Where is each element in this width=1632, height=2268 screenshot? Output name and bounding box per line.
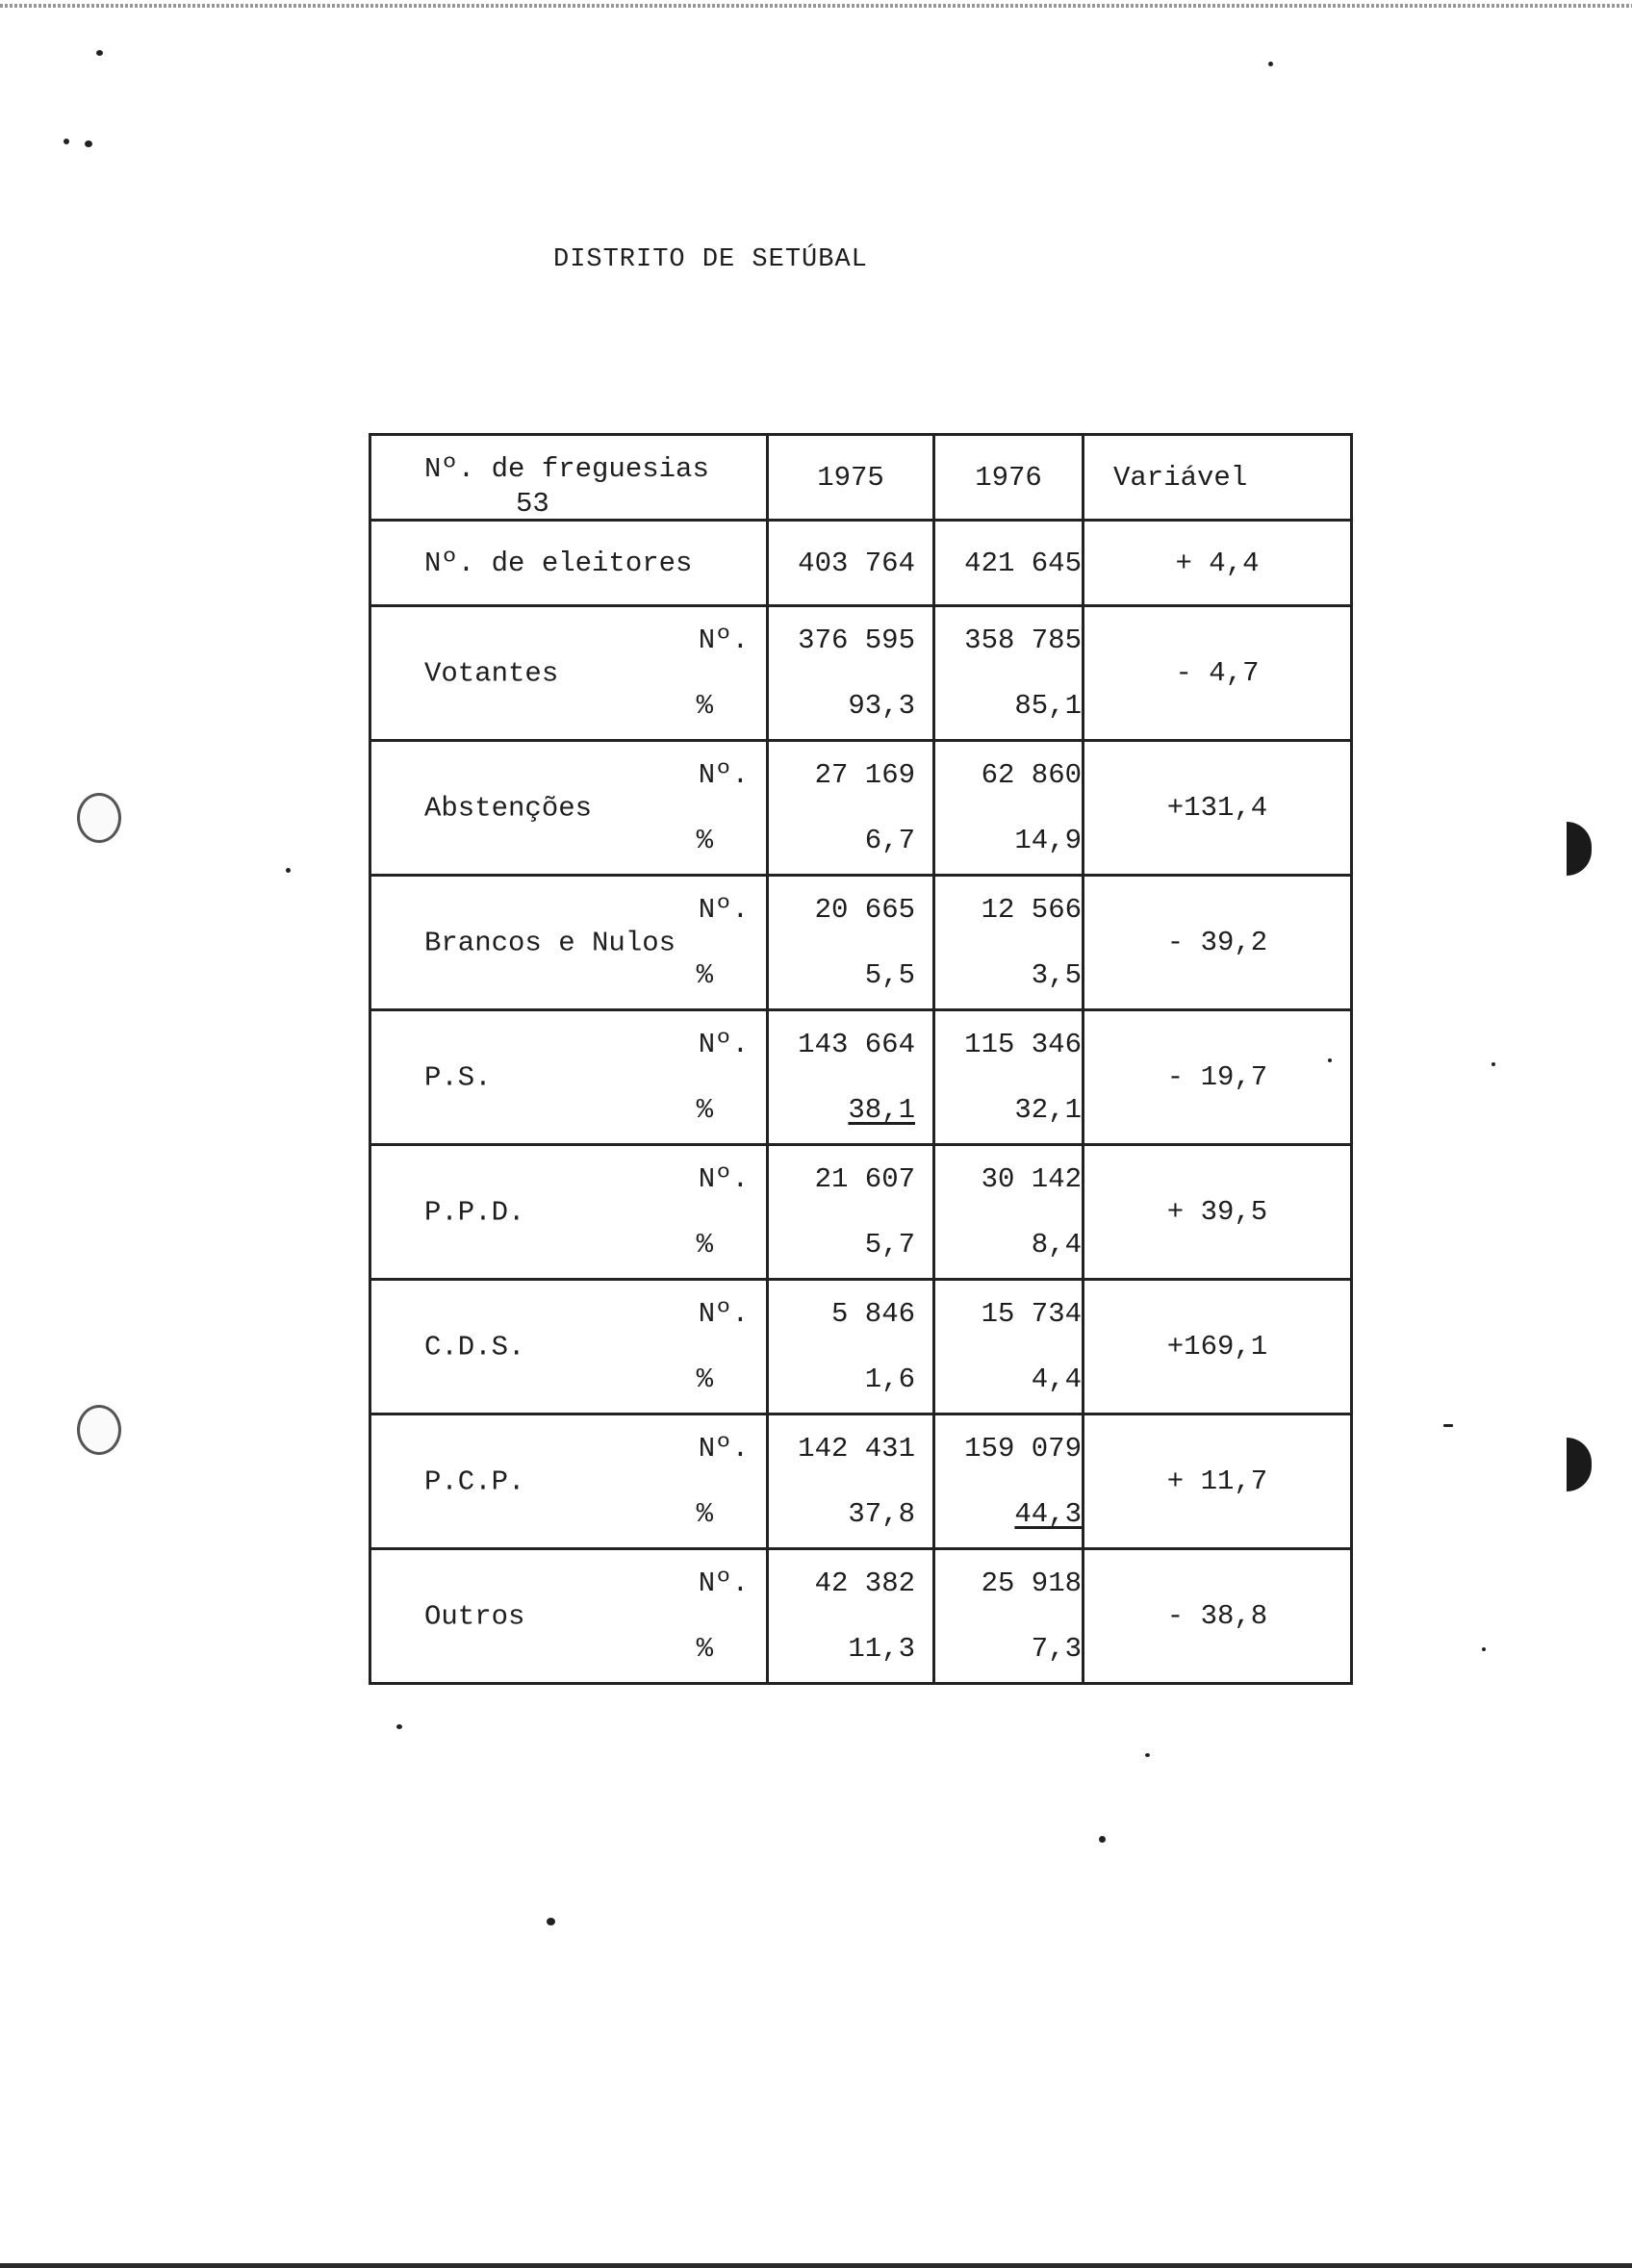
table-row-eleitores xyxy=(370,521,1352,606)
bottom-edge-rule xyxy=(0,2263,1632,2268)
number-key: Nº. xyxy=(698,1433,749,1465)
count-1975: 42 382 xyxy=(814,1567,915,1599)
row-label: P.C.P. xyxy=(424,1465,525,1497)
count-1976: 25 918 xyxy=(981,1567,1082,1599)
table-row xyxy=(370,1145,1352,1280)
paper-speck xyxy=(1268,62,1273,66)
count-1975: 21 607 xyxy=(814,1163,915,1195)
paper-speck xyxy=(1145,1753,1150,1757)
percent-key: % xyxy=(696,690,713,722)
percent-1976: 7,3 xyxy=(1031,1633,1082,1665)
row-label: Abstenções xyxy=(424,792,593,824)
count-1975: 376 595 xyxy=(798,624,915,656)
top-edge-rule xyxy=(0,4,1632,8)
paper-speck xyxy=(1099,1836,1106,1843)
count-1975: 27 169 xyxy=(814,759,915,791)
percent-key: % xyxy=(696,1229,713,1261)
percent-key: % xyxy=(696,1363,713,1395)
percent-1976: 14,9 xyxy=(1014,825,1082,856)
percent-1976: 3,5 xyxy=(1031,959,1082,991)
number-key: Nº. xyxy=(698,624,749,656)
row-label: Brancos e Nulos xyxy=(424,927,676,958)
paper-speck xyxy=(547,1918,555,1925)
paper-speck xyxy=(396,1724,402,1729)
percent-1975: 6,7 xyxy=(864,825,915,856)
count-1976: 358 785 xyxy=(964,624,1082,656)
percent-1975: 1,6 xyxy=(864,1363,915,1395)
number-key: Nº. xyxy=(698,894,749,926)
count-1976: 159 079 xyxy=(964,1433,1082,1465)
percent-1975: 37,8 xyxy=(848,1498,915,1530)
count-1976: 30 142 xyxy=(981,1163,1082,1195)
percent-1975: 93,3 xyxy=(848,690,915,722)
count-1976: 115 346 xyxy=(964,1029,1082,1060)
punch-mark-top xyxy=(1567,822,1592,876)
number-key: Nº. xyxy=(698,1029,749,1060)
row-label: P.S. xyxy=(424,1061,492,1093)
number-key: Nº. xyxy=(698,1298,749,1330)
table-row xyxy=(370,1549,1352,1684)
paper-speck xyxy=(286,868,291,873)
percent-1976: 4,4 xyxy=(1031,1363,1082,1395)
paper-speck xyxy=(64,139,69,144)
variation-header: Variável xyxy=(1084,435,1352,521)
paper-speck xyxy=(1492,1062,1495,1066)
eleitores-1976: 421 645 xyxy=(934,521,1084,606)
count-1975: 5 846 xyxy=(830,1298,915,1330)
table-row xyxy=(370,606,1352,741)
number-key: Nº. xyxy=(698,1163,749,1195)
variation-value: + 11,7 xyxy=(1084,1414,1352,1549)
percent-key: % xyxy=(696,1498,713,1530)
percent-key: % xyxy=(696,959,713,991)
count-1975: 143 664 xyxy=(798,1029,915,1060)
percent-1975: 38,1 xyxy=(848,1094,915,1126)
eleitores-variation: + 4,4 xyxy=(1084,521,1352,606)
freguesias-count: 53 xyxy=(516,488,549,520)
percent-1975: 5,7 xyxy=(864,1229,915,1261)
percent-1975: 11,3 xyxy=(848,1633,915,1665)
paper-speck xyxy=(1443,1424,1453,1427)
row-label: C.D.S. xyxy=(424,1331,525,1363)
percent-1976: 8,4 xyxy=(1031,1229,1082,1261)
count-1976: 62 860 xyxy=(981,759,1082,791)
row-label: Votantes xyxy=(424,657,559,689)
variation-value: - 39,2 xyxy=(1084,876,1352,1010)
table-row xyxy=(370,1010,1352,1145)
year-1976-header: 1976 xyxy=(934,435,1084,521)
percent-key: % xyxy=(696,1633,713,1665)
count-1975: 142 431 xyxy=(798,1433,915,1465)
eleitores-label: Nº. de eleitores xyxy=(370,521,768,606)
percent-key: % xyxy=(696,1094,713,1126)
paper-speck xyxy=(85,140,92,147)
count-1975: 20 665 xyxy=(814,894,915,926)
percent-1976: 85,1 xyxy=(1014,690,1082,722)
election-results-table xyxy=(369,433,1353,1685)
number-key: Nº. xyxy=(698,1567,749,1599)
paper-speck xyxy=(96,50,103,56)
year-1975-header: 1975 xyxy=(768,435,934,521)
freguesias-label: Nº. de freguesias xyxy=(424,453,709,485)
row-label: P.P.D. xyxy=(424,1196,525,1228)
table-row xyxy=(370,876,1352,1010)
table-header-row xyxy=(370,435,1352,521)
table-row xyxy=(370,1414,1352,1549)
row-label: Outros xyxy=(424,1600,525,1632)
variation-value: +169,1 xyxy=(1084,1280,1352,1414)
variation-value: - 19,7 xyxy=(1084,1010,1352,1145)
eleitores-1975: 403 764 xyxy=(768,521,934,606)
freguesias-header-cell xyxy=(370,435,768,521)
variation-value: + 39,5 xyxy=(1084,1145,1352,1280)
percent-key: % xyxy=(696,825,713,856)
page-title: DISTRITO DE SETÚBAL xyxy=(553,245,868,274)
table-row xyxy=(370,1280,1352,1414)
count-1976: 15 734 xyxy=(981,1298,1082,1330)
percent-1976: 32,1 xyxy=(1014,1094,1082,1126)
binder-hole-top xyxy=(77,793,121,843)
variation-value: - 4,7 xyxy=(1084,606,1352,741)
table-row xyxy=(370,741,1352,876)
variation-value: +131,4 xyxy=(1084,741,1352,876)
percent-1976: 44,3 xyxy=(1014,1498,1082,1530)
paper-speck xyxy=(1482,1647,1486,1651)
count-1976: 12 566 xyxy=(981,894,1082,926)
number-key: Nº. xyxy=(698,759,749,791)
percent-1975: 5,5 xyxy=(864,959,915,991)
variation-value: - 38,8 xyxy=(1084,1549,1352,1684)
punch-mark-bottom xyxy=(1567,1438,1592,1491)
binder-hole-bottom xyxy=(77,1405,121,1455)
